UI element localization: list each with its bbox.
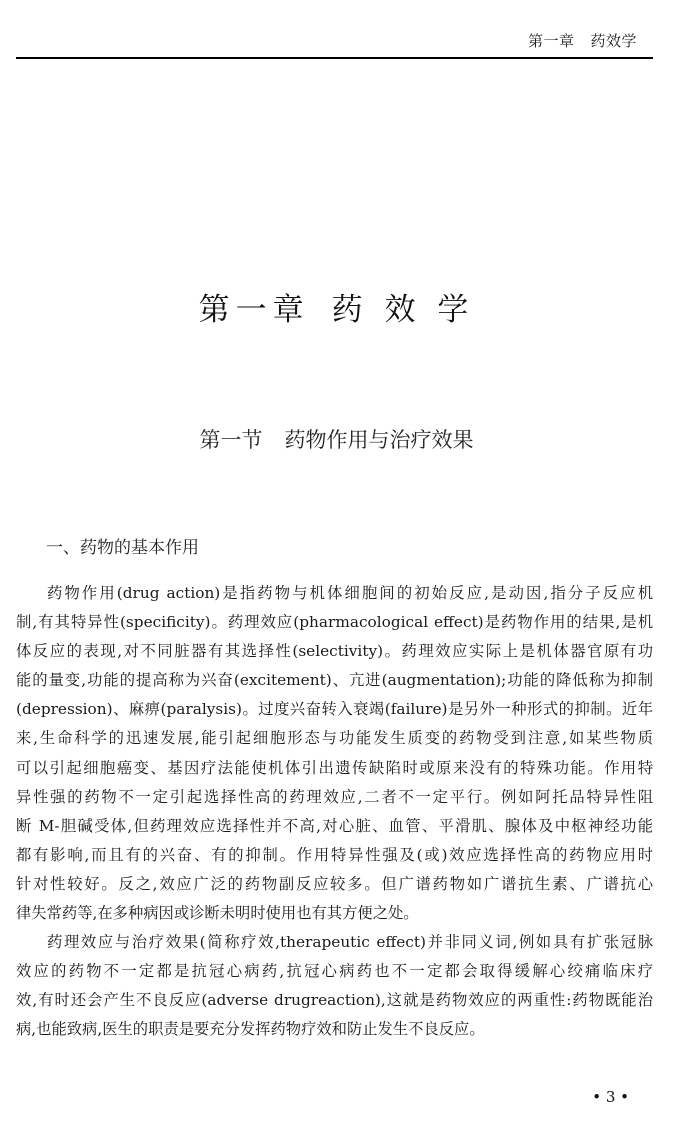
text-line: (depression)、麻痹(paralysis)。过度兴奋转入衰竭(failure)是另外一种形式的抑制。近年 [16,700,653,719]
running-header-chapter: 第一章 [527,32,575,50]
text-line: 来,生命科学的迅速发展,能引起细胞形态与功能发生质变的药物受到注意,如某些物质 [16,729,653,748]
text-line: 体反应的表现,对不同脏器有其选择性(selectivity)。药理效应实际上是机体器官原有功 [16,642,653,661]
body-text [16,579,653,1045]
text-line: 能的量变,功能的提高称为兴奋(excitement)、亢进(augmentation);功能的降低称为抑制 [16,671,653,690]
text-line: 效,有时还会产生不良反应(adverse drugreaction),这就是药物效应的两重性:药物既能治 [16,991,653,1010]
chapter-number: 第一章 [198,292,310,328]
text-line: 药理效应与治疗效果(简称疗效,therapeutic effect)并非同义词,例如具有扩张冠脉 [47,933,653,952]
section-title [0,424,673,454]
text-line: 可以引起细胞癌变、基因疗法能使机体引出遗传缺陷时或原来没有的特殊功能。作用特 [16,758,653,777]
subsection-title: 一、药物的基本作用 [46,538,199,558]
text-line: 断 M-胆碱受体,但药理效应选择性并不高,对心脏、血管、平滑肌、腺体及中枢神经功能 [16,816,653,835]
section-number: 第一节 [199,428,263,452]
text-line: 药物作用(drug action)是指药物与机体细胞间的初始反应,是动因,指分子反应机 [47,584,653,602]
text-line: 针对性较好。反之,效应广泛的药物副反应较多。但广谱药物如广谱抗生素、广谱抗心 [16,874,653,893]
chapter-name: 药 效 学 [331,292,475,328]
running-header [528,30,637,51]
paragraph-1 [16,579,653,928]
header-rule [16,57,653,59]
paragraph-2 [16,928,653,1044]
text-line: 病,也能致病,医生的职责是要充分发挥药物疗效和防止发生不良反应。 [16,1020,485,1039]
text-line: 异性强的药物不一定引起选择性高的药理效应,二者不一定平行。例如阿托品特异性阻 [16,787,653,806]
section-name: 药物作用与治疗效果 [284,428,474,452]
text-line: 制,有其特异性(specificity)。药理效应(pharmacological effect)是药物作用的结果,是机 [16,613,653,632]
text-line: 律失常药等,在多种病因或诊断未明时使用也有其方便之处。 [16,904,419,923]
text-line: 效应的药物不一定都是抗冠心病药,抗冠心病药也不一定都会取得缓解心绞痛临床疗 [16,962,653,981]
running-header-title: 药效学 [590,32,637,50]
page-number: • 3 • [592,1088,629,1106]
text-line: 都有影响,而且有的兴奋、有的抑制。作用特异性强及(或)效应选择性高的药物应用时 [16,845,653,864]
chapter-title [0,284,673,329]
